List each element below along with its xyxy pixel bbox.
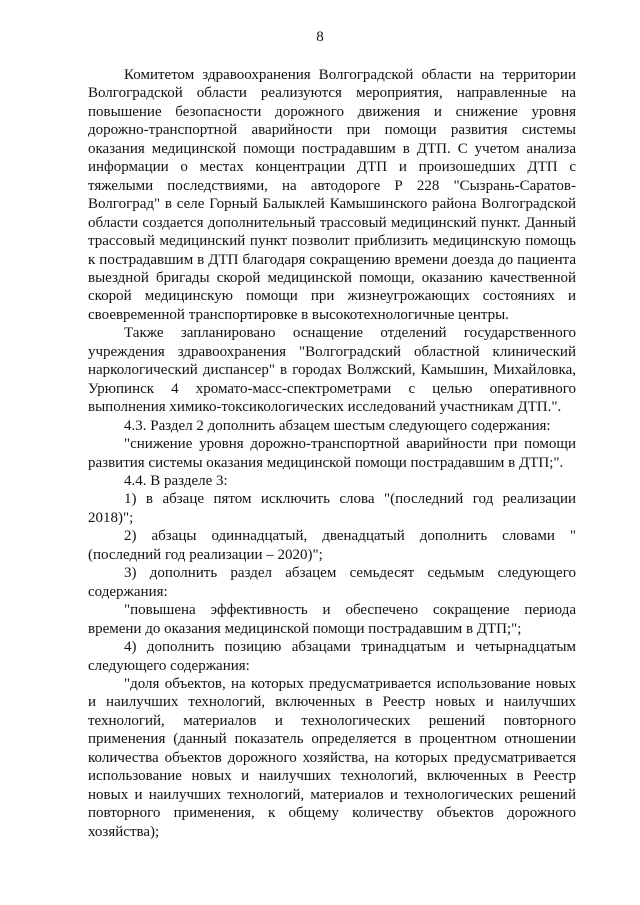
paragraph-quote-efficiency: "повышена эффективность и обеспечено сокращение периода времени до оказания медицинской помощи пострадавшим в ДТП;"; [88, 602, 576, 637]
paragraph-quote-reduction: "снижение уровня дорожно-транспортной аварийности при помощи развития системы оказания медицинской помощи пострадавшим в ДТП;". [88, 436, 576, 471]
paragraph-item-4: 4) дополнить позицию абзацами тринадцатым и четырнадцатым следующего содержания: [88, 639, 576, 674]
paragraph-quote-share-objects: "доля объектов, на которых предусматривается использование новых и наилучших технологий, включенных в Реестр новых и наилучших технологий, материалов и технологических решений повторного применения (данный показатель определяется в процентном отношении количества объектов дорожного хозяйства, на которых предусматривается использование новых и наилучших технологий, включенных в Реестр новых и наилучших технологий, материалов и технологических решений повторного применения, к общему количеству объектов дорожного хозяйства); [88, 675, 576, 840]
paragraph-item-1: 1) в абзаце пятом исключить слова "(последний год реализации 2018)"; [88, 491, 576, 526]
paragraph-item-2: 2) абзацы одиннадцатый, двенадцатый дополнить словами "(последний год реализации – 2020)"; [88, 528, 576, 563]
page-number: 8 [316, 29, 324, 45]
paragraph-4-4: 4.4. В разделе 3: [124, 472, 228, 489]
paragraph-equipment-planned: Также запланировано оснащение отделений государственного учреждения здравоохранения "Волгоградский областной клинический наркологический диспансер" в городах Волжский, Камышин, Михайловка, Урюпинск 4 хромато-масс-спектрометрами с целью оперативного выполнения химико-токсикологических исследований участникам ДТП.". [88, 325, 576, 416]
paragraph-item-3: 3) дополнить раздел абзацем семьдесят седьмым следующего содержания: [88, 565, 576, 600]
paragraph-4-3: 4.3. Раздел 2 дополнить абзацем шестым следующего содержания: [124, 417, 551, 434]
document-body [88, 66, 576, 841]
paragraph-healthcare-measures: Комитетом здравоохранения Волгоградской области на территории Волгоградской области реализуются мероприятия, направленные на повышение безопасности дорожного движения и снижение уровня дорожно-транспортной аварийности при помощи развития системы оказания медицинской помощи пострадавшим в ДТП. С учетом анализа информации о местах концентрации ДТП и произошедших ДТП с тяжелыми последствиями, на автодороге Р 228 "Сызрань-Саратов-Волгоград" в селе Горный Балыклей Камышинского района Волгоградской области создается дополнительный трассовый медицинский пункт. Данный трассовый медицинский пункт позволит приблизить медицинскую помощь к пострадавшим в ДТП благодаря сокращению времени доезда до пациента выездной бригады скорой медицинской помощи, оказанию качественной скорой медицинскую помощи при жизнеугрожающих состояниях и своевременной транспортировке в высокотехнологичные центры. [88, 67, 576, 323]
